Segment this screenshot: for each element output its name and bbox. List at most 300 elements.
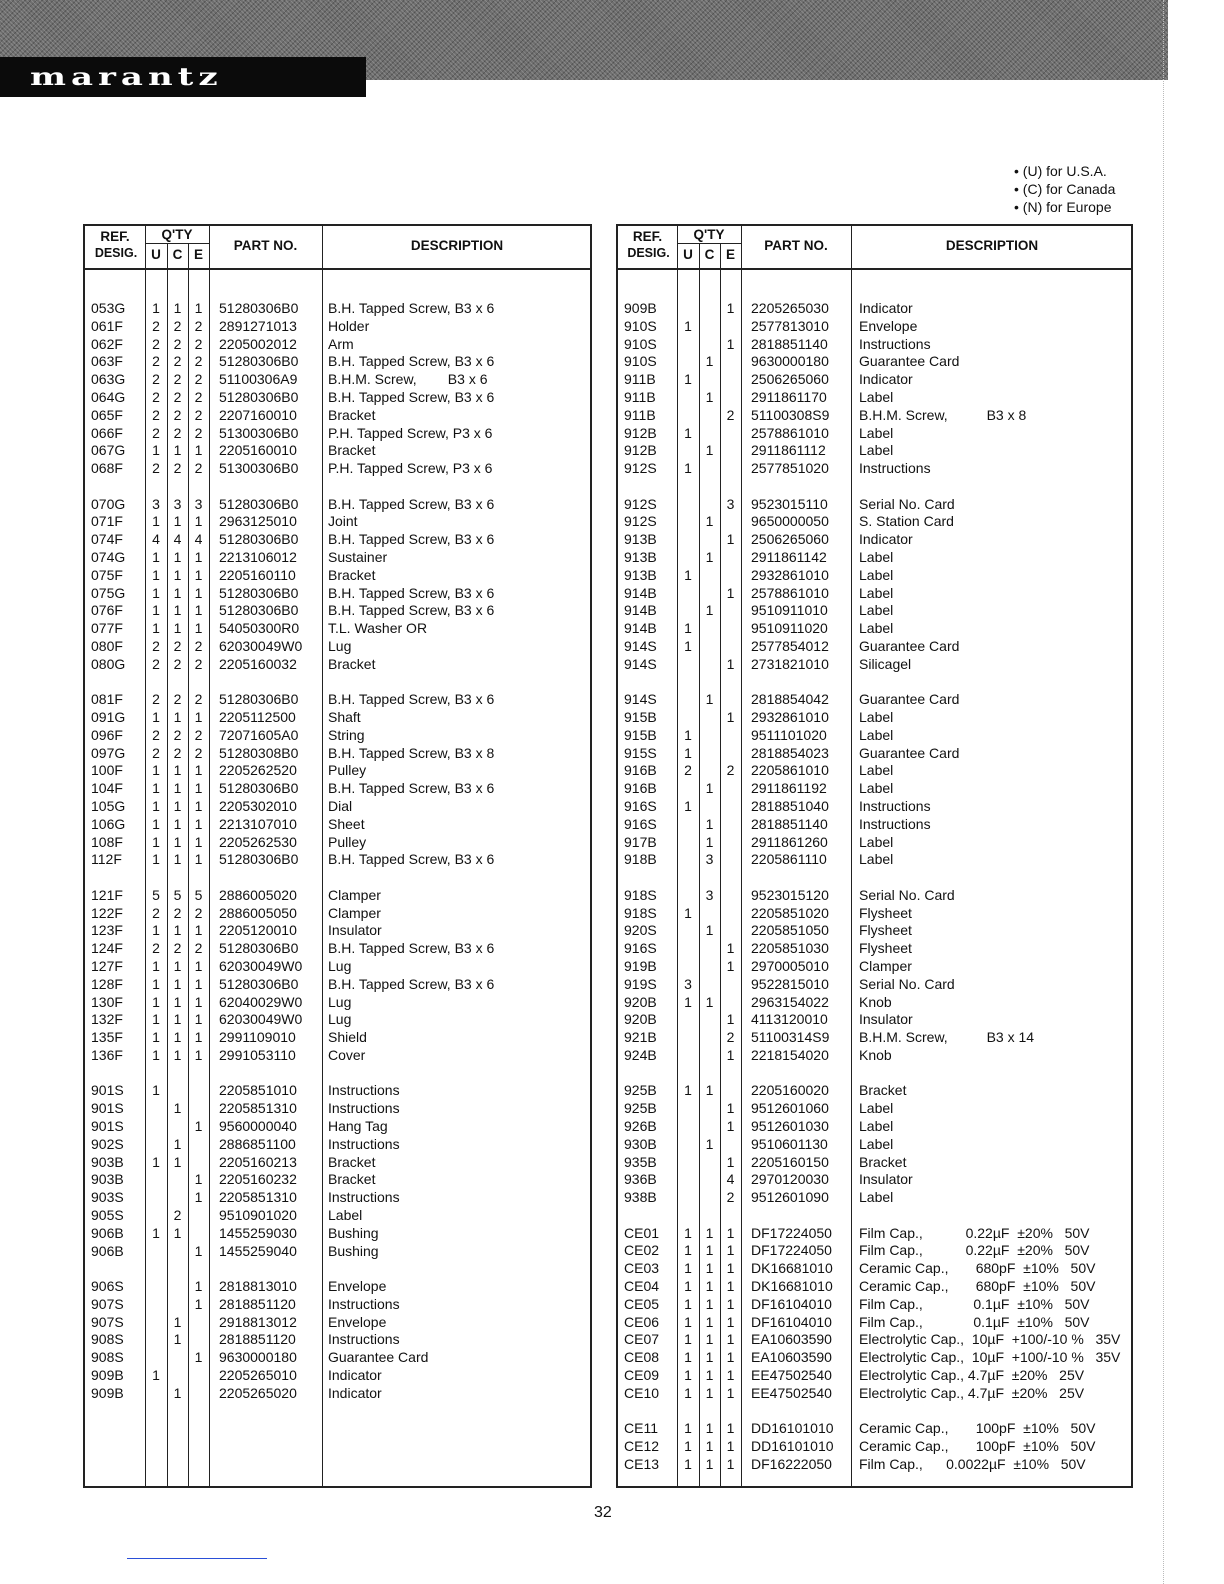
cell-description: Label	[859, 549, 894, 565]
cell-qty-u: 1	[684, 460, 692, 477]
cell-qty-c: 2	[173, 406, 182, 423]
cell-description: Guarantee Card	[859, 353, 960, 370]
cell-part-no: 72071605A0	[219, 726, 299, 743]
cell-description: Flysheet	[859, 922, 912, 939]
cell-qty-c: 2	[173, 744, 182, 761]
cell-part-no: 2578861010	[751, 424, 829, 441]
cell-qty-e: 1	[194, 1295, 203, 1312]
cell-description: Instructions	[328, 1189, 400, 1206]
cell-description: B.H. Tapped Screw, B3 x 6	[328, 300, 495, 316]
cell-qty-c: 3	[173, 495, 182, 512]
cell-qty-u: 1	[152, 851, 160, 868]
cell-qty-u: 2	[152, 655, 160, 672]
cell-description: Serial No. Card	[859, 495, 955, 512]
cell-description: Bracket	[328, 406, 376, 423]
cell-qty-c: 2	[173, 424, 182, 441]
cell-ref-desig: 063F	[91, 353, 123, 370]
cell-qty-c: 1	[173, 975, 182, 992]
cell-qty-c: 1	[705, 691, 714, 708]
cell-ref-desig: 122F	[91, 904, 123, 921]
cell-ref-desig: 916S	[624, 815, 657, 832]
cell-qty-e: 1	[194, 1278, 203, 1294]
cell-qty-u: 1	[152, 1011, 160, 1028]
cell-qty-u: 4	[152, 531, 160, 548]
cell-qty-c: 1	[173, 549, 182, 565]
cell-part-no: 51280306B0	[219, 940, 299, 957]
cell-ref-desig: 909B	[624, 300, 657, 316]
cell-qty-e: 1	[726, 1384, 735, 1401]
cell-ref-desig: 920B	[624, 1011, 657, 1028]
cell-description: Label	[859, 833, 894, 850]
cell-qty-c: 1	[173, 851, 182, 868]
cell-part-no: 9510901020	[219, 1207, 297, 1223]
cell-qty-c: 1	[705, 993, 714, 1010]
cell-qty-e: 1	[194, 833, 203, 850]
cell-qty-u: 1	[684, 1082, 692, 1099]
cell-description: T.L. Washer OR	[328, 620, 428, 637]
cell-part-no: 2205262520	[219, 762, 297, 779]
cell-qty-c: 1	[173, 1029, 182, 1046]
cell-qty-c: 1	[173, 922, 182, 939]
ref-header: REF.	[632, 229, 663, 244]
cell-qty-c: 1	[705, 1082, 714, 1099]
cell-qty-c: 1	[173, 1224, 182, 1241]
cell-qty-c: 1	[173, 300, 182, 316]
cell-qty-c: 1	[705, 549, 714, 565]
cell-qty-e: 1	[726, 584, 735, 601]
cell-qty-e: 1	[194, 620, 203, 637]
cell-description: Instructions	[328, 1135, 400, 1152]
cell-qty-e: 1	[194, 1171, 203, 1188]
cell-qty-e: 1	[726, 1420, 735, 1437]
cell-qty-c: 1	[173, 1100, 182, 1117]
cell-qty-u: 1	[152, 780, 160, 797]
cell-ref-desig: 910S	[624, 335, 657, 352]
cell-description: Insulator	[328, 922, 382, 939]
cell-qty-u: 1	[152, 1153, 160, 1170]
cell-part-no: 2205851020	[751, 904, 829, 921]
cell-qty-e: 1	[194, 851, 203, 868]
cell-ref-desig: 106G	[91, 815, 126, 832]
cell-qty-c: 1	[173, 762, 182, 779]
cell-qty-e: 1	[726, 1242, 735, 1259]
cell-description: Label	[859, 566, 894, 583]
cell-qty-e: 2	[194, 655, 203, 672]
cell-description: Knob	[859, 993, 892, 1010]
cell-ref-desig: 917B	[624, 833, 657, 850]
page-number: 32	[594, 1504, 612, 1521]
cell-qty-c: 1	[173, 1153, 182, 1170]
cell-ref-desig: 901S	[91, 1082, 124, 1099]
description-header: DESCRIPTION	[945, 238, 1039, 253]
cell-description: Indicator	[328, 1367, 382, 1383]
cell-qty-e: 1	[194, 1242, 203, 1259]
cell-part-no: 2911861170	[751, 389, 827, 405]
cell-qty-u: 1	[684, 424, 692, 441]
cell-ref-desig: 910S	[624, 317, 657, 334]
cell-qty-u: 1	[684, 726, 692, 743]
cell-qty-c: 1	[173, 566, 182, 583]
cell-description: Lug	[328, 1011, 352, 1028]
cell-ref-desig: 077F	[91, 620, 123, 637]
part-no-header: PART NO.	[764, 238, 828, 253]
cell-part-no: 1455259030	[219, 1224, 297, 1241]
cell-qty-u: 2	[152, 940, 160, 957]
cell-qty-e: 1	[726, 1260, 735, 1277]
cell-qty-c: 1	[173, 442, 182, 459]
cell-part-no: 54050300R0	[219, 620, 300, 637]
cell-qty-u: 1	[684, 317, 692, 334]
cell-ref-desig: 921B	[624, 1029, 657, 1046]
cell-qty-e: 2	[726, 1029, 735, 1046]
desig-header: DESIG.	[627, 246, 670, 260]
cell-part-no: 51280306B0	[219, 975, 299, 992]
cell-part-no: 2886005020	[219, 886, 297, 903]
cell-part-no: 9510601130	[751, 1135, 828, 1152]
cell-ref-desig: 914B	[624, 602, 657, 619]
cell-qty-c: 2	[173, 726, 182, 743]
cell-qty-e: 1	[194, 602, 203, 619]
cell-part-no: 51280306B0	[219, 495, 299, 512]
cell-ref-desig: 936B	[624, 1171, 657, 1188]
cell-ref-desig: 097G	[91, 744, 126, 761]
cell-qty-c: 2	[173, 940, 182, 957]
cell-qty-e: 1	[194, 442, 203, 459]
cell-qty-c: 2	[173, 389, 182, 405]
cell-description: Film Cap., 0.22µF ±20% 50V	[859, 1224, 1090, 1241]
cell-description: B.H.M. Screw, B3 x 8	[859, 406, 1027, 423]
cell-description: Guarantee Card	[859, 744, 960, 761]
cell-qty-e: 1	[726, 1367, 735, 1383]
cell-part-no: 2577854012	[751, 638, 829, 654]
cell-part-no: 62030049W0	[219, 1011, 303, 1028]
cell-ref-desig: 916S	[624, 798, 657, 814]
cell-ref-desig: 130F	[91, 993, 123, 1010]
cell-qty-c: 1	[173, 798, 182, 814]
cell-part-no: 2970120030	[751, 1171, 829, 1188]
cell-qty-u: 2	[152, 406, 160, 423]
cell-qty-e: 1	[194, 513, 203, 530]
cell-part-no: 2818851040	[751, 798, 829, 814]
cell-part-no: 2207160010	[219, 406, 297, 423]
cell-qty-c: 1	[705, 780, 714, 797]
cell-qty-e: 2	[194, 904, 203, 921]
cell-part-no: 51280306B0	[219, 584, 299, 601]
cell-ref-desig: 916S	[624, 940, 657, 957]
cell-qty-c: 1	[705, 1438, 714, 1454]
cell-ref-desig: 915B	[624, 726, 657, 743]
cell-description: Film Cap., 0.1µF ±10% 50V	[859, 1295, 1090, 1312]
cell-description: Ceramic Cap., 680pF ±10% 50V	[859, 1260, 1096, 1277]
cell-qty-u: 1	[684, 1438, 692, 1454]
cell-part-no: 9512601030	[751, 1118, 829, 1134]
cell-qty-e: 1	[194, 549, 203, 565]
cell-qty-c: 1	[705, 815, 714, 832]
cell-ref-desig: 906B	[91, 1224, 124, 1241]
cell-qty-e: 1	[194, 300, 203, 316]
cell-part-no: 2911861260	[751, 833, 828, 850]
cell-description: Instructions	[328, 1082, 400, 1099]
cell-qty-e: 1	[194, 566, 203, 583]
cell-ref-desig: CE04	[624, 1278, 660, 1294]
cell-ref-desig: CE11	[624, 1420, 658, 1437]
cell-ref-desig: 128F	[91, 975, 123, 992]
cell-part-no: 51280306B0	[219, 780, 299, 797]
cell-part-no: 2205861110	[751, 851, 827, 868]
cell-qty-e: 2	[194, 691, 203, 708]
cell-qty-e: 1	[194, 975, 203, 992]
cell-description: Bracket	[328, 1171, 376, 1188]
cell-description: B.H. Tapped Screw, B3 x 6	[328, 531, 495, 548]
cell-description: Flysheet	[859, 940, 912, 957]
c-header: C	[704, 247, 715, 262]
cell-ref-desig: CE01	[624, 1224, 660, 1241]
cell-qty-u: 1	[684, 1224, 692, 1241]
cell-qty-u: 2	[152, 424, 160, 441]
cell-description: Label	[859, 389, 894, 405]
cell-part-no: 2911861112	[751, 442, 826, 459]
cell-qty-e: 1	[726, 335, 735, 352]
cell-qty-u: 1	[152, 762, 160, 779]
cell-qty-u: 2	[152, 371, 160, 388]
cell-description: Instructions	[328, 1331, 400, 1348]
cell-ref-desig: 903B	[91, 1153, 124, 1170]
cell-qty-e: 2	[194, 389, 203, 405]
cell-ref-desig: 913B	[624, 566, 657, 583]
cell-part-no: 2731821010	[751, 655, 829, 672]
cell-qty-u: 1	[152, 709, 160, 725]
cell-part-no: 51300306B0	[219, 460, 299, 477]
cell-part-no: 2205160032	[219, 655, 297, 672]
cell-description: Ceramic Cap., 100pF ±10% 50V	[859, 1420, 1096, 1437]
part-no-header: PART NO.	[233, 238, 298, 253]
cell-qty-e: 1	[726, 1349, 735, 1366]
cell-part-no: 2205265020	[219, 1384, 297, 1401]
cell-description: Shield	[328, 1029, 367, 1046]
cell-ref-desig: 075G	[91, 584, 126, 601]
cell-qty-e: 2	[194, 726, 203, 743]
cell-qty-e: 2	[726, 406, 735, 423]
cell-qty-c: 2	[173, 335, 182, 352]
cell-ref-desig: 908S	[91, 1349, 124, 1366]
cell-qty-c: 1	[705, 1295, 714, 1312]
cell-ref-desig: 136F	[91, 1047, 123, 1063]
cell-qty-e: 1	[194, 780, 203, 797]
cell-description: Lug	[328, 993, 352, 1010]
legend-canada: • (C) for Canada	[1014, 181, 1116, 197]
cell-description: B.H. Tapped Screw, B3 x 6	[328, 940, 495, 957]
cell-description: Label	[859, 584, 894, 601]
col-divider	[209, 226, 210, 1486]
cell-qty-e: 1	[726, 1295, 735, 1312]
cell-qty-c: 1	[173, 780, 182, 797]
cell-qty-e: 1	[726, 1331, 735, 1348]
cell-part-no: DK16681010	[751, 1260, 833, 1277]
cell-ref-desig: 914B	[624, 620, 657, 637]
cell-description: B.H. Tapped Screw, B3 x 6	[328, 602, 495, 619]
cell-ref-desig: 916B	[624, 780, 657, 797]
cell-ref-desig: 938B	[624, 1189, 657, 1206]
cell-part-no: 51280306B0	[219, 531, 299, 548]
cell-description: Envelope	[328, 1278, 387, 1294]
cell-ref-desig: 065F	[91, 406, 123, 423]
cell-ref-desig: 905S	[91, 1207, 124, 1223]
cell-part-no: 9630000180	[219, 1349, 297, 1366]
cell-qty-e: 3	[194, 495, 203, 512]
cell-qty-u: 2	[152, 353, 160, 370]
cell-part-no: 2506265060	[751, 531, 829, 548]
cell-part-no: DF16104010	[751, 1313, 832, 1330]
cell-part-no: 2991109010	[219, 1029, 296, 1046]
cell-ref-desig: CE06	[624, 1313, 660, 1330]
cell-qty-c: 1	[173, 602, 182, 619]
cell-description: Label	[859, 780, 894, 797]
cell-part-no: 2205112500	[219, 709, 296, 725]
cell-part-no: 51280306B0	[219, 851, 299, 868]
cell-description: Label	[859, 1118, 894, 1134]
cell-part-no: 51280308B0	[219, 744, 299, 761]
cell-part-no: 9512601090	[751, 1189, 829, 1206]
cell-description: String	[328, 726, 365, 743]
cell-qty-e: 1	[726, 709, 735, 725]
cell-qty-u: 3	[684, 975, 692, 992]
cell-part-no: EA10603590	[751, 1349, 832, 1366]
cell-part-no: 2932861010	[751, 566, 829, 583]
logo-text: marantz	[30, 62, 223, 92]
cell-qty-c: 1	[705, 1278, 714, 1294]
cell-ref-desig: 924B	[624, 1047, 657, 1063]
cell-qty-c: 2	[173, 371, 182, 388]
cell-ref-desig: 053G	[91, 300, 126, 316]
cell-ref-desig: 068F	[91, 460, 123, 477]
cell-qty-c: 1	[173, 584, 182, 601]
cell-part-no: 2205262530	[219, 833, 297, 850]
cell-description: Bracket	[859, 1153, 907, 1170]
cell-qty-e: 1	[726, 958, 735, 974]
cell-qty-e: 1	[194, 1189, 203, 1206]
cell-part-no: 2205120010	[219, 922, 297, 939]
cell-description: Film Cap., 0.1µF ±10% 50V	[859, 1313, 1090, 1330]
cell-description: Label	[859, 726, 894, 743]
cell-part-no: 51100314S9	[751, 1029, 830, 1046]
cell-ref-desig: 911B	[624, 371, 656, 388]
cell-qty-u: 2	[152, 317, 160, 334]
cell-description: Bracket	[328, 442, 376, 459]
cell-qty-u: 1	[152, 1367, 160, 1383]
cell-qty-c: 5	[173, 886, 182, 903]
cell-part-no: 2963125010	[219, 513, 297, 530]
cell-ref-desig: 061F	[91, 317, 123, 334]
cell-part-no: 9630000180	[751, 353, 829, 370]
cell-description: Knob	[859, 1047, 892, 1063]
cell-description: Holder	[328, 317, 370, 334]
cell-qty-u: 2	[684, 762, 692, 779]
cell-ref-desig: 135F	[91, 1029, 123, 1046]
cell-qty-e: 1	[726, 1278, 735, 1294]
cell-ref-desig: 907S	[91, 1313, 124, 1330]
cell-ref-desig: 912S	[624, 513, 657, 530]
cell-qty-e: 2	[194, 744, 203, 761]
cell-description: Electrolytic Cap., 4.7µF ±20% 25V	[859, 1367, 1085, 1383]
cell-part-no: 51100308S9	[751, 406, 830, 423]
cell-ref-desig: 903B	[91, 1171, 124, 1188]
cell-ref-desig: 918B	[624, 851, 657, 868]
cell-qty-c: 1	[705, 353, 714, 370]
cell-qty-e: 2	[194, 424, 203, 441]
cell-part-no: 2205851010	[219, 1082, 297, 1099]
cell-ref-desig: 074F	[91, 531, 123, 548]
cell-ref-desig: 903S	[91, 1189, 124, 1206]
cell-part-no: 2891271013	[219, 317, 297, 334]
cell-qty-u: 5	[152, 886, 160, 903]
cell-qty-e: 1	[726, 1118, 735, 1134]
cell-part-no: 2213106012	[219, 549, 297, 565]
cell-part-no: 2818851120	[219, 1295, 296, 1312]
cell-qty-u: 2	[152, 904, 160, 921]
cell-part-no: 2205002012	[219, 335, 297, 352]
cell-part-no: 2578861010	[751, 584, 829, 601]
cell-description: Instructions	[859, 798, 931, 814]
cell-qty-e: 2	[726, 762, 735, 779]
cell-ref-desig: CE13	[624, 1455, 660, 1472]
cell-part-no: 2506265060	[751, 371, 829, 388]
cell-qty-e: 1	[194, 584, 203, 601]
cell-part-no: 9512601060	[751, 1100, 829, 1117]
cell-qty-u: 1	[152, 958, 160, 974]
cell-description: Instructions	[859, 460, 931, 477]
cell-qty-e: 1	[726, 940, 735, 957]
cell-description: B.H. Tapped Screw, B3 x 6	[328, 691, 495, 708]
cell-description: Label	[859, 620, 894, 637]
cell-qty-c: 2	[173, 655, 182, 672]
cell-ref-desig: 914S	[624, 691, 657, 708]
cell-ref-desig: 912B	[624, 442, 657, 459]
cell-qty-e: 2	[194, 353, 203, 370]
cell-part-no: 2818854042	[751, 691, 829, 708]
cell-part-no: DD16101010	[751, 1438, 834, 1454]
cell-qty-u: 1	[152, 1224, 160, 1241]
cell-qty-e: 1	[194, 762, 203, 779]
cell-ref-desig: 108F	[91, 833, 123, 850]
cell-ref-desig: 919B	[624, 958, 657, 974]
cell-part-no: 62030049W0	[219, 638, 303, 654]
cell-qty-e: 2	[194, 335, 203, 352]
cell-qty-u: 1	[684, 1313, 692, 1330]
cell-description: Insulator	[859, 1011, 913, 1028]
cell-qty-u: 1	[152, 584, 160, 601]
cell-part-no: 9523015120	[751, 886, 829, 903]
cell-ref-desig: CE09	[624, 1367, 660, 1383]
cell-description: Label	[859, 602, 894, 619]
cell-ref-desig: CE05	[624, 1295, 660, 1312]
cell-ref-desig: 067G	[91, 442, 126, 459]
cell-ref-desig: 914S	[624, 638, 657, 654]
cell-ref-desig: 920B	[624, 993, 657, 1010]
cell-qty-u: 1	[684, 620, 692, 637]
cell-qty-c: 1	[173, 958, 182, 974]
cell-ref-desig: 070G	[91, 495, 126, 512]
cell-qty-c: 1	[705, 1242, 714, 1259]
cell-part-no: 2205160020	[751, 1082, 829, 1099]
cell-qty-u: 1	[684, 1420, 692, 1437]
cell-qty-c: 1	[705, 1135, 714, 1152]
cell-qty-e: 2	[194, 460, 203, 477]
cell-ref-desig: 104F	[91, 780, 123, 797]
cell-description: Label	[859, 1135, 894, 1152]
cell-ref-desig: 925B	[624, 1082, 657, 1099]
cell-description: Electrolytic Cap., 10µF +100/-10 % 35V	[859, 1349, 1121, 1366]
cell-part-no: 2991053110	[219, 1047, 296, 1063]
